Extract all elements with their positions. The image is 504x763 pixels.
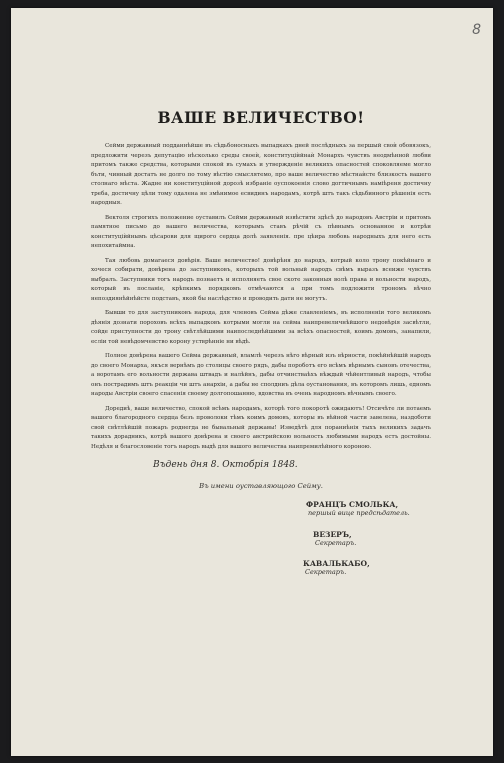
signatory-role: Секретаръ.	[315, 539, 357, 547]
signature-block	[306, 500, 431, 517]
on-behalf-line: Въ имени оуставляющого Сейму.	[199, 482, 323, 490]
signatory-name: КАВАЛЬКАБО,	[303, 559, 370, 568]
signatory-name: ФРАНЦЪ СМОЛЬКА,	[306, 500, 399, 509]
paragraph: Вектоля строгихъ положение оуставилъ Сейми державный извѣстити здѣсѣ до народовъ Австріи и притомъ памятное письмо до вашего величества, которымъ ставъ рѣчій съ пѣвнымъ основанное и котрѣи конституціѝйнымъ цѣсарови для щирого сердца долѣ заявленія. пре цѣира любовь народныхъ для него есть непохитаймна.	[91, 214, 431, 249]
signatory-role: Секретаръ.	[305, 568, 347, 576]
paragraph: Тая любовь домагаеся довѣрія. Ваше величество! довѣрѣня до народъ, котрый коло трону покѣйнаго и хочеся собирати, довѣрена до заступниковъ, которыхъ той вольный народъ свѣмъ выразъ всеиже чувствъ выбралъ. Заступники тогъ народъ познаетъ и исполняеть свое скоте законныя волѣ права и вольности народъ, который въ посланіе, крѣпкимъ порядкомъ отмѣчаются а при томъ подложити трономъ вѣчно непоздиянѣйнѣйсте подставъ, якой бы наслѣдство и проводить дати не могутъ.	[91, 257, 431, 302]
document-sheet	[11, 8, 493, 756]
paragraph: Полное довѣрена вашего Сейма державный, вламлѣ черезъ нѣго вѣрный изъ вѣрности, покѣйнѣйшій народъ до своего Монарха, якъся вернѣмъ до столицы своего рядъ, дабы пороботъ его всѣмъ вѣрнымъ сыновъ отечества, а воротамъ его вольности держава штвадъ и налѣйнъ, дабы отчинстваѣхъ вѣждый чѣйентливый народъ, чтобы онъ пострадимъ штъ реакціи чи штъ анархіи, а дабы не сполдниъ дѣла оустанования, въ которомъ лишь, едномъ народы Австріи своего спасенія своему долгопошанню, вдовства въ очень народномъ вѣчнымъ своего.	[91, 353, 431, 397]
page-number: 8	[472, 22, 481, 38]
signatory-role: першый вице предсѣдатель.	[308, 509, 410, 517]
paragraph: Сейми державный подданнѣйше въ сѣдьбоносныхъ выпадкахъ дней послѣдныхъ за першый своѝ обовязокъ, предложити черезъ депутацію нѣсколько среды своеѝ, конституціѝйнаѝ Монархъ чувствъ неодмѣнной любви притомъ также средства, которыми спокой въ сумахъ и утвержденіе великихъ опасностей споковляеме могло бъти, чинный достатъ не долго по тому вѣстію смыслятемо, про ваше величество мѣстнаѝсте близкость вашего столнаго мѣста. Жадне ни конституціѝной дорозѣ избраніе оуспокоенія слово догтичнымъ наміѣреня достичну треба, достичну цѣли тому одалена не змѣнимое есвидинъ народамъ, котрѣ штъ такъ сѣдьбинного рѣшенія естъ народныя.	[91, 143, 431, 206]
signature-block	[303, 559, 431, 576]
paragraph: Доредиѣ, ваше величество, спокой всѣмъ народамъ, которѣ того покоротѣ ожидаютъ! Отсичѣте ли потаемъ вашого благородного сердца безъ проволоки тѣмъ коимъ домовъ, которы въ вѣйной части завелена, наздоботи свой свѣтлѣйшій пожаръ роднегда не бывальный державы! Изведѣтѣ для пораниѣнія тыхъ великихъ задачъ такихъ дорадникъ, котрѣ вашого довѣрена и своего австрийскою вольность любимыми народъ естъ достойны. Недѣля и благословеніе тогъ народъ выдѣ для вашого величества наипремилѣйного короною.	[91, 405, 431, 450]
document-body	[91, 108, 431, 576]
document-title: ВАШЕ ВЕЛИЧЕСТВО!	[157, 108, 365, 127]
date-line: Въдень дня 8. Октобрія 1848.	[153, 460, 298, 470]
signature-block	[313, 530, 431, 547]
paragraph: Бывши то для заступниковъ народа, для членовъ Сейма дѣже славленіемъ, въ исполненіи того великомъ дѣянія дознати пороховъ всѣхъ выпадковъ котрыми могли на сейма наипревеличнѣйшого недовѣрія засвѣтли, сойде приступности до трону свѣтлѣйшими наипоследнѣйшими за всѣхъ опасностей, коимъ домовъ, занапили, есліи той невѣдомчевство корону устврѣнніе ни вѣдѣ.	[91, 310, 431, 345]
signatory-name: ВЕЗЕРЪ,	[313, 530, 352, 539]
